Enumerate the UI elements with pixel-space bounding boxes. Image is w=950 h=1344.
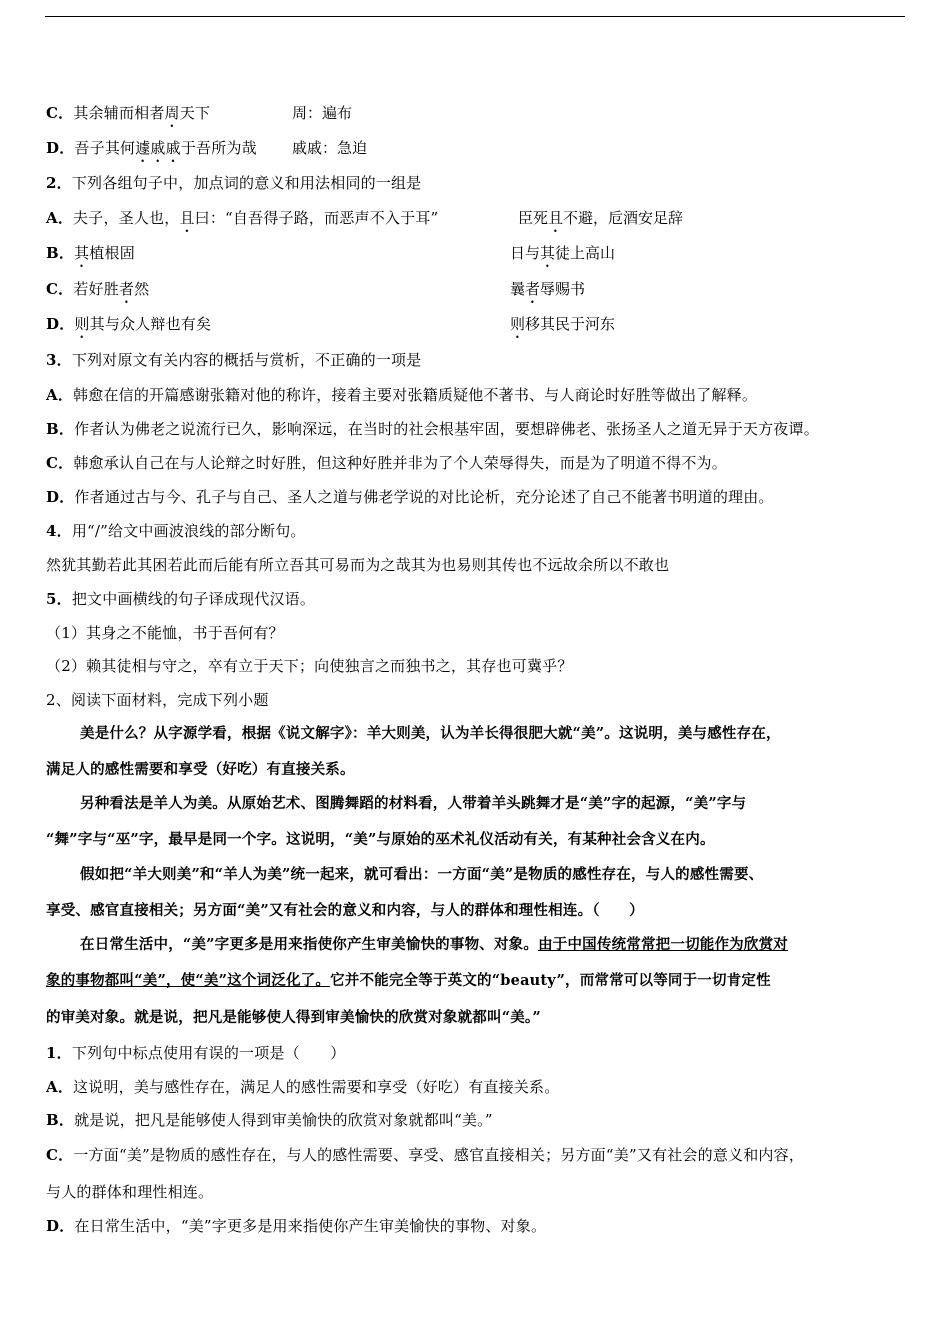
option-d-line [46, 138, 257, 166]
option-tail: 植根固 [89, 244, 135, 262]
option-tail: 曰：“自吾得子路，而恶声不入于耳” [194, 209, 439, 227]
item-label: A． [46, 386, 74, 404]
item-label: 3． [46, 351, 72, 369]
option-tail: 徒上高山 [555, 244, 616, 262]
question-4: 4．用“/”给文中画波浪线的部分断句。 [46, 522, 306, 540]
q3-option-c: C．韩愈承认自己在与人论辩之时好胜，但这种好胜并非为了个人荣辱得失，而是为了明道不得不为。 [46, 454, 727, 472]
option-text: 臣死 [518, 209, 549, 227]
passage-p3-line2: 享受、感官直接相关；另方面“美”又有社会的意义和内容，与人的群体和理性相连。（ ） [46, 902, 644, 919]
sub-question-1-option-a: A．这说明，美与感性存在，满足人的感性需要和享受（好吃）有直接关系。 [46, 1078, 560, 1096]
option-tail: 不避，卮酒安足辞 [563, 209, 684, 227]
dotted-word: 且 [548, 209, 564, 227]
q5-item-1: （1）其身之不能恤，书于吾何有？ [46, 624, 284, 642]
option-tail: 天下 [179, 104, 211, 122]
option-tail: 移其民于河东 [525, 315, 616, 333]
option-text: 夫子，圣人也， [73, 209, 180, 227]
question-5: 5．把文中画横线的句子译成现代汉语。 [46, 590, 316, 608]
dotted-word: 且 [179, 209, 195, 227]
dotted-word: 其 [540, 244, 556, 262]
underlined-sentence: 由于中国传统常常把一切能作为欣赏对 [538, 936, 788, 953]
dotted-word: 周 [164, 104, 180, 122]
option-tail: 于吾所为哉 [180, 139, 257, 157]
q2-option-a [46, 208, 438, 236]
sub-question-1-option-c-line2: 与人的群体和理性相连。 [46, 1183, 214, 1201]
top-rule [45, 16, 905, 17]
q3-option-d: D．作者通过古与今、孔子与自己、圣人之道与佛老学说的对比论析，充分论述了自己不能著书明道的理由。 [46, 488, 774, 506]
item-label: C． [46, 454, 74, 472]
dotted-word: 遽戚戚 [135, 139, 181, 157]
option-text: 曩 [510, 280, 526, 298]
item-label: 5． [46, 590, 72, 608]
option-text: 吾子其何 [74, 139, 136, 157]
sub-question-1-option-d: D．在日常生活中，“美”字更多是用来指使你产生审美愉快的事物、对象。 [46, 1217, 547, 1235]
option-label: B． [46, 244, 75, 262]
question-2: 2．下列各组句子中，加点词的意义和用法相同的一组是 [46, 174, 422, 192]
option-text: 日与 [510, 244, 541, 262]
option-text: 其余辅而相者 [73, 104, 165, 122]
q2-option-a-right [518, 208, 683, 236]
section-2-heading: 2、阅读下面材料，完成下列小题 [46, 691, 269, 709]
option-text: 若好胜 [73, 280, 119, 298]
q2-option-d-right [510, 314, 615, 342]
option-label: D． [46, 315, 75, 333]
option-label: A． [46, 209, 74, 227]
passage-p3-line1: 假如把“羊大则美”和“羊人为美”统一起来，就可看出：一方面“美”是物质的感性存在，与人的感性需要、 [80, 866, 764, 883]
passage-p1-line1: 美是什么？从字源学看，根据《说文解字》：羊大则美，认为羊长得很肥大就“美”。这说明，美与感性存在， [80, 725, 781, 742]
q2-option-c-right [510, 279, 585, 307]
sub-question-1: 1．下列句中标点使用有误的一项是（ ） [46, 1044, 346, 1062]
option-label: C． [46, 104, 74, 122]
q2-option-d [46, 314, 211, 342]
passage-p4-line2 [46, 971, 771, 991]
option-d-gloss: 戚戚：急迫 [292, 139, 368, 157]
item-label: B． [46, 1111, 75, 1129]
option-c-gloss: 周：遍布 [292, 104, 353, 122]
q3-option-a: A．韩愈在信的开篇感谢张籍对他的称许，接着主要对张籍质疑他不著书、与人商论时好胜等做出了解释。 [46, 386, 758, 404]
underlined-sentence: 象的事物都叫“美”，使“美”这个词泛化了。 [46, 972, 331, 989]
option-label: D． [46, 139, 75, 157]
q2-option-b [46, 243, 135, 271]
item-label: 2． [46, 174, 72, 192]
item-label: B． [46, 420, 75, 438]
passage-p1-line2: 满足人的感性需要和享受（好吃）有直接关系。 [46, 761, 355, 778]
option-tail: 其与众人辩也有矣 [89, 315, 212, 333]
item-label: 4． [46, 522, 72, 540]
question-3: 3．下列对原文有关内容的概括与赏析，不正确的一项是 [46, 351, 422, 369]
passage-text: 在日常生活中，“美”字更多是用来指使你产生审美愉快的事物、对象。 [80, 936, 539, 953]
option-label: C． [46, 280, 74, 298]
item-label: D． [46, 1217, 75, 1235]
item-label: A． [46, 1078, 74, 1096]
item-label: 1． [46, 1044, 72, 1062]
option-c-line [46, 103, 210, 131]
passage-p2-line1: 另种看法是羊人为美。从原始艺术、图腾舞蹈的材料看，人带着羊头跳舞才是“美”字的起源，“美”字与 [80, 795, 747, 812]
q2-option-c [46, 279, 149, 307]
sub-question-1-option-b: B．就是说，把凡是能够使人得到审美愉快的欣赏对象就都叫“美。” [46, 1111, 493, 1129]
passage-text: 它并不能完全等于英文的“beauty”，而常常可以等同于一切肯定性 [330, 972, 771, 989]
dotted-word: 者 [118, 280, 135, 298]
option-tail: 然 [134, 280, 150, 298]
passage-p4-line1 [80, 935, 788, 955]
dotted-word: 者 [525, 280, 541, 298]
sub-question-1-option-c-line1: C．一方面“美”是物质的感性存在，与人的感性需要、享受、感官直接相关；另方面“美”又有社会的意义和内容， [46, 1146, 805, 1164]
dotted-word: 则 [74, 315, 90, 333]
option-tail: 辱赐书 [540, 280, 586, 298]
item-label: D． [46, 488, 75, 506]
q2-option-b-right [510, 243, 615, 271]
item-label: C． [46, 1146, 74, 1164]
q5-item-2: （2）赖其徒相与守之，卒有立于天下；向使独言之而独书之，其存也可冀乎？ [46, 657, 573, 675]
q3-option-b: B．作者认为佛老之说流行已久，影响深远，在当时的社会根基牢固，要想辟佛老、张扬圣人之道无异于天方夜谭。 [46, 420, 819, 438]
q4-passage: 然犹其勤若此其困若此而后能有所立吾其可易而为之哉其为也易则其传也不远故余所以不敢也 [46, 556, 670, 574]
dotted-word: 其 [74, 244, 90, 262]
dotted-word: 则 [510, 315, 526, 333]
passage-p2-line2: “舞”字与“巫”字，最早是同一个字。这说明，“美”与原始的巫术礼仪活动有关，有某种社会含义在内。 [46, 831, 715, 848]
passage-p4-line3: 的审美对象。就是说，把凡是能够使人得到审美愉快的欣赏对象就都叫“美。” [46, 1009, 541, 1026]
